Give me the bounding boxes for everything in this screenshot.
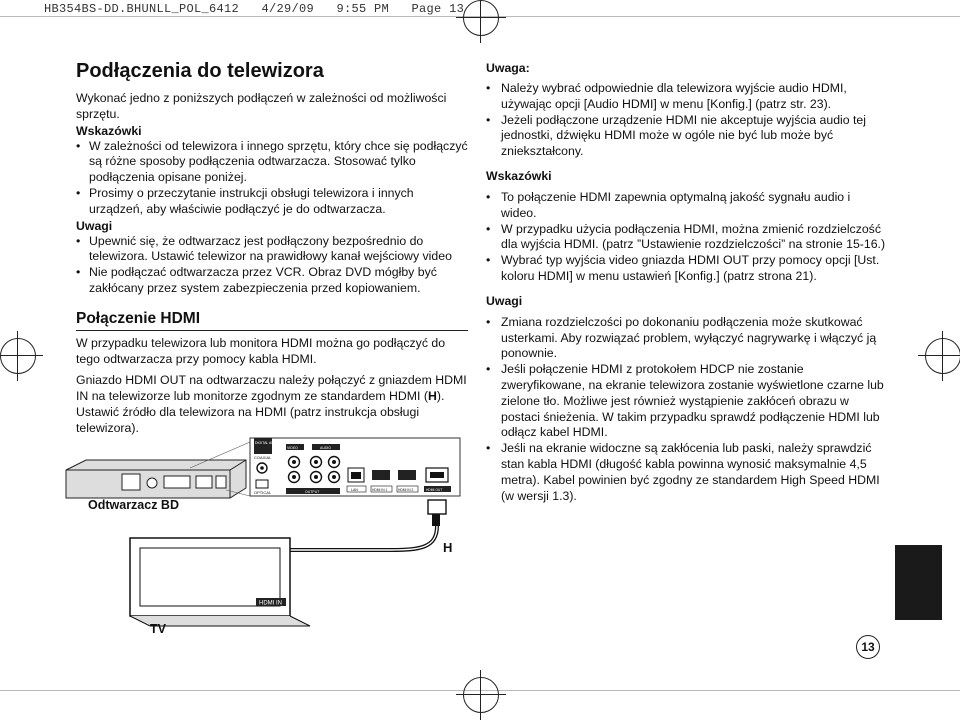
list-item: • Prosimy o przeczytanie instrukcji obsługi telewizora i innych urządzeń, aby właściwie podłączyć je do odtwarzacza.	[76, 186, 468, 218]
notes-list	[76, 234, 468, 297]
note-heading: Uwaga:	[486, 61, 530, 75]
output-label: OUTPUT	[305, 490, 320, 494]
list-item: • Upewnić się, że odtwarzacz jest podłączony bezpośrednio do telewizora. Ustawić telewizor na prawidłowy kanał wejściowy video	[76, 234, 468, 266]
tv-label: TV	[150, 622, 166, 636]
list-item: • Nie podłączać odtwarzacza przez VCR. Obraz DVD mógłby być zakłócany przez system zabezpieczenia przed kopiowaniem.	[76, 265, 468, 297]
hdmi-out-label: HDMI OUT	[426, 488, 443, 492]
list-item: • W zależności od telewizora i innego sprzętu, który chce się podłączyć są różne sposoby podłączenia odtwarzacza. Stosować tylko podłączenia opisane poniżej.	[76, 139, 468, 186]
lan-label: LAN	[351, 488, 358, 492]
hdmi-paragraph-2: Gniazdo HDMI OUT na odtwarzaczu należy połączyć z gniazdem HDMI IN na telewizorze lub monitorze zgodnym ze standardem HDMI (H). Ustawić źródło dla telewizora na HDMI (patrz instrukcja obsługi telewizora).	[76, 373, 467, 435]
list-item: • W przypadku użycia podłączenia HDMI, można zmienić rozdzielczość dla wyjścia HDMI. (patrz ”Ustawienie rozdzielczości” na stronie 15-16.)	[486, 222, 886, 254]
registration-mark-right	[925, 338, 960, 374]
right-tips-list	[486, 190, 886, 285]
intro-text: Wykonać jedno z poniższych podłączeń w zależności od możliwości sprzętu.	[76, 91, 447, 121]
list-item: • Należy wybrać odpowiednie dla telewizora wyjście audio HDMI, używając opcji [Audio HDMI] w menu [Konfig.] (patrz str. 23).	[486, 81, 886, 113]
player-label: Odtwarzacz BD	[88, 498, 179, 512]
list-item: • To połączenie HDMI zapewnia optymalną jakość sygnału audio i wideo.	[486, 190, 886, 222]
list-item: • Wybrać typ wyjścia video gniazda HDMI OUT przy pomocy opcji [Ust. koloru HDMI] w menu ustawień [Konfig.] (patrz strona 21).	[486, 253, 886, 285]
section-title: Połączenie HDMI	[76, 309, 201, 327]
connection-diagram	[60, 430, 480, 645]
rear-panel-zoom	[250, 438, 460, 496]
tv-hdmi-in-label: HDMI IN	[259, 600, 282, 607]
video-label: VIDEO	[287, 446, 298, 450]
tv-icon	[130, 538, 310, 626]
hdmi-in1-label: HDMI IN 1	[372, 488, 388, 492]
list-item: • Jeśli na ekranie widoczne są zakłócenia lub paski, należy sprawdzić stan kabla HDMI (długość kabla powinna wynosić maksymalnie 4,5 metra). Kabel powinien być zgodny ze standardem High Speed HDMI (w wersji 1.3).	[486, 441, 886, 504]
right-tips-heading: Wskazówki	[486, 168, 552, 183]
section-divider	[76, 330, 468, 331]
optical-label: OPTICAL	[254, 490, 272, 495]
digital-audio-label: DIGITAL AUDIO IN	[255, 441, 285, 445]
registration-mark-top	[463, 0, 499, 36]
tips-list	[76, 139, 468, 218]
right-notes-list	[486, 81, 886, 160]
page-title: Podłączenia do telewizora	[76, 60, 324, 82]
bd-player-icon	[66, 442, 250, 498]
page-number: 13	[856, 635, 880, 659]
right-column	[486, 60, 886, 504]
hdmi-paragraph-1: W przypadku telewizora lub monitora HDMI można go podłączyć do tego odtwarzacza przy pomocy kabla HDMI.	[76, 335, 446, 366]
connector-label-h: H	[443, 540, 453, 555]
right-notes2-list	[486, 315, 886, 505]
right-notes2-heading: Uwagi	[486, 293, 523, 308]
tips-heading: Wskazówki	[76, 123, 142, 138]
list-item: • Zmiana rozdzielczości po dokonaniu podłączenia może skutkować usterkami. Aby rozwiązać problem, wyłączyć nagrywarkę i włączyć ją ponownie.	[486, 315, 886, 362]
registration-mark-bottom	[463, 677, 499, 713]
print-header: HB354BS-DD.BHUNLL_POL_6412 4/29/09 9:55 PM Page 13	[44, 2, 465, 16]
hdmi-in2-label: HDMI IN 2	[398, 488, 414, 492]
coaxial-label: COAXIAL	[254, 455, 272, 460]
notes-heading: Uwagi	[76, 218, 113, 233]
left-column	[76, 60, 468, 437]
registration-mark-left	[0, 338, 36, 374]
audio-label: AUDIO	[320, 446, 332, 450]
list-item: • Jeśli połączenie HDMI z protokołem HDCP nie zostanie zweryfikowane, na ekranie telewizora zostanie wyświetlone czarne lub zielone tło. Możliwe jest również wystąpienie zakłóceń obrazu w postaci śnieżenia. W takim przypadku sprawdź podłączenie HDMI lub odłącz kabel HDMI.	[486, 362, 886, 441]
chapter-tab	[895, 545, 942, 620]
list-item: • Jeżeli podłączone urządzenie HDMI nie akceptuje wyjścia audio tej jednostki, dźwięku HDMI może w ogóle nie być lub może być zniekształcony.	[486, 113, 886, 160]
